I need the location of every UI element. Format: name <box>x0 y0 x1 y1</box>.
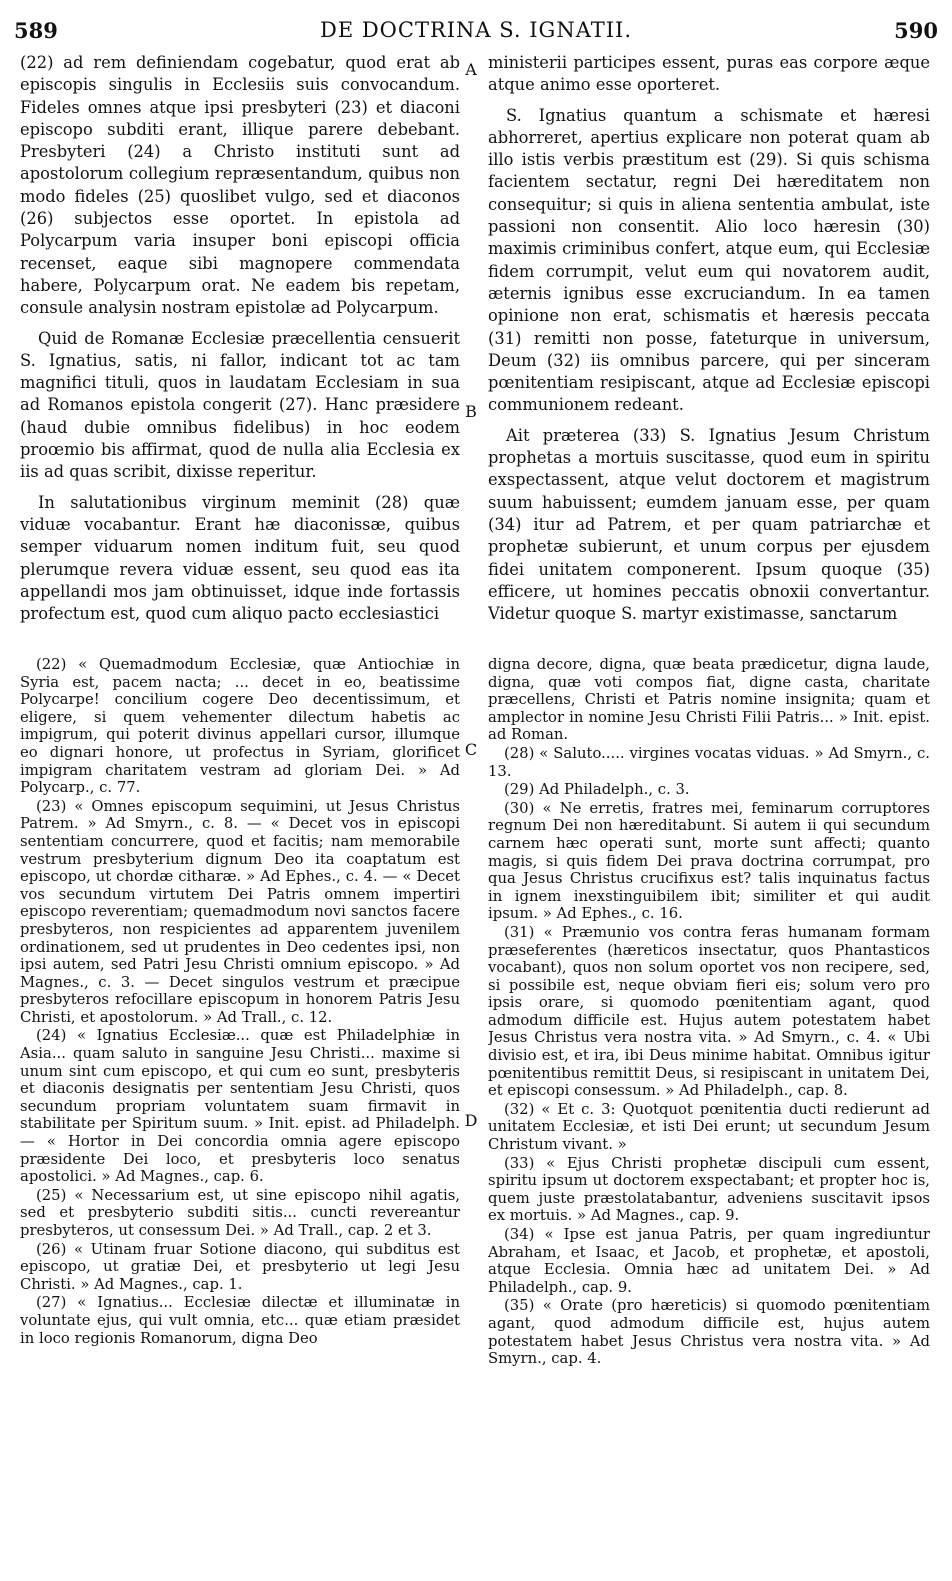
footnote: (31) « Præmunio vos contra feras humanam formam præseferentes (hæreticos insectatur, quos Phantasticos vocabant), quos non solum oportet vos non recipere, sed, si possibile est, neque obviam fieri eis; solum vero pro ipsis orare, si quomodo pœnitentiam agant, quod admodum difficile est. Hujus autem potestatem habet Jesus Christus vera nostra vita. » Ad Smyrn., c. 4. « Ubi divisio est, et ira, ibi Deus minime habitat. Omnibus igitur pœnitentibus remittit Deus, si resipiscant in unitatem Dei, et episcopi consessum. » Ad Philadelph., cap. 8. <box>488 923 930 1100</box>
footnote: (25) « Necessarium est, ut sine episcopo nihil agatis, sed et presbyterio subditi sitis... cuncti revereantur presbyteros, ut consessum Dei. » Ad Trall., cap. 2 et 3. <box>20 1186 460 1239</box>
footnote: (23) « Omnes episcopum sequimini, ut Jesus Christus Patrem. » Ad Smyrn., c. 8. — « Decet vos in episcopi sententiam concurrere, quod et facitis; nam memorabile vestrum presbyterium dignum Deo ita coaptatum est episcopo, ut chordæ citharæ. » Ad Ephes., c. 4. — « Decet vos secundum virtutem Dei Patris omnem impertiri episcopo reverentiam; quemadmodum novi sanctos facere presbyteros, non respicientes ad apparentem juvenilem ordinationem, sed ut prudentes in Deo cedentes ipsi, non ipsi autem, sed Patri Jesu Christi omnium episcopo. » Ad Magnes., c. 3. — Decet singulos vestrum et præcipue presbyteros refocillare episcopum in honorem Patris Jesu Christi, et apostolorum. » Ad Trall., c. 12. <box>20 797 460 1026</box>
footnote: (30) « Ne erretis, fratres mei, feminarum corruptores regnum Dei non hæreditabunt. Si autem ii qui secundum carnem hæc operati sunt, morte sunt affecti; quanto magis, si quis fidem Dei prava doctrina corrumpat, pro qua Jesus Christus crucifixus est? talis inquinatus factus in ignem inexstinguibilem ibit; similiter et qui audit ipsum. » Ad Ephes., c. 16. <box>488 799 930 923</box>
paragraph: (22) ad rem definiendam cogebatur, quod erat ab episcopis singulis in Ecclesiis suis convocandum. Fideles omnes atque ipsi presbyteri (23) et diaconi episcopo subditi erant, illique parere debebant. Presbyteri (24) a Christo instituti sunt ad apostolorum collegium repræsentandum, quibus non modo fideles (25) quoslibet vulgo, sed et diaconos (26) subjectos esse oportet. In epistola ad Polycarpum varia insuper boni episcopi officia recenset, eaque sibi magnopere commendata habere, Polycarpum orat. Ne eadem bis repetam, consule analysin nostram epistolæ ad Polycarpum. <box>20 53 460 318</box>
main-text-left-column <box>20 52 460 648</box>
footnote: (32) « Et c. 3: Quotquot pœnitentia ducti redierunt ad unitatem Ecclesiæ, et isti Dei erunt; ut secundum Jesum Christum vivant. » <box>488 1100 930 1154</box>
footnote: (24) « Ignatius Ecclesiæ... quæ est Philadelphiæ in Asia... quam saluto in sanguine Jesu Christi... maxime si unum sint cum episcopo, et qui cum eo sunt, presbyteris et diaconis designatis per sententiam Jesu Christi, quos secundum propriam voluntatem suam firmavit in stabilitate per Spiritum suum. » Init. epist. ad Philadelph. — « Hortor in Dei concordia omnia agere episcopo præsidente Dei loco, et presbyteris loco senatus apostolici. » Ad Magnes., cap. 6. <box>20 1027 460 1186</box>
paragraph: In salutationibus virginum meminit (28) quæ viduæ vocabantur. Erant hæ diaconissæ, quibus semper viduarum nomen inditum fuit, seu quod plerumque revera viduæ essent, seu quod eas ita appellandi mos jam obtinuisset, idque inde fortassis profectum est, quod cum aliquo pacto ecclesiastici <box>20 492 460 624</box>
paragraph: S. Ignatius quantum a schismate et hæresi abhorreret, apertius explicare non poterat quam ab illo istis verbis præstitum est (29). Si quis schisma facientem sectatur, regni Dei hæreditatem non consequitur; si quis in aliena sententia ambulat, iste passioni non consentit. Alio loco hæresin (30) maximis criminibus confert, atque eum, qui Ecclesiæ fidem corrumpit, velut eum qui novatorem audit, æternis ignibus esse excruciandum. In ea tamen opinione non erat, schismatis et hæresis peccata (31) remitti non posse, fateturque in universum, Deum (32) iis omnibus parcere, qui per sinceram pœnitentiam resipiscant, atque ad Ecclesiæ episcopi communionem redeant. <box>488 105 930 415</box>
footnotes-left-column <box>20 656 460 1556</box>
paragraph: Ait præterea (33) S. Ignatius Jesum Christum prophetas a mortuis suscitasse, quod eum in spiritu exspectassent, atque velut doctorem et magistrum suum habuissent; eumdem januam esse, per quam (34) itur ad Patrem, et per quam patriarchæ et prophetæ subierunt, et unum corpus per ejusdem fidei unitatem componerent. Ipsum quoque (35) efficere, ut homines peccatis obnoxii convertantur. Videtur quoque S. martyr existimasse, sanctarum <box>488 425 930 624</box>
footnote: (22) « Quemadmodum Ecclesiæ, quæ Antiochiæ in Syria est, pacem nacta; ... decet in eo, beatissime Polycarpe! concilium cogere Deo decentissimum, et eligere, si quem vehementer dilectum habetis ac impigrum, qui poterit divinus appellari cursor, illumque eo dignari honore, ut profectus in Syriam, glorificet impigram charitatem vestram ad gloriam Dei. » Ad Polycarp., c. 77. <box>20 656 460 797</box>
margin-letter-b: B <box>465 402 477 421</box>
margin-letter-a: A <box>465 60 477 79</box>
footnote: (34) « Ipse est janua Patris, per quam ingrediuntur Abraham, et Isaac, et Jacob, et prophetæ, et apostoli, atque Ecclesia. Omnia hæc ad unitatem Dei. » Ad Philadelph., cap. 9. <box>488 1226 930 1296</box>
footnote: (26) « Utinam fruar Sotione diacono, qui subditus est episcopo, ut gratiæ Dei, et presbyterio ut legi Jesu Christi. » Ad Magnes., cap. 1. <box>20 1240 460 1293</box>
page-number-left: 589 <box>14 18 58 43</box>
margin-letter-c: C <box>464 740 478 759</box>
footnote: digna decore, digna, quæ beata prædicetur, digna laude, digna, quæ voti compos fiat, digne casta, charitate præcellens, Christi et Patris nomine insignita; quam et amplector in nomine Jesu Christi Filii Patris... » Init. epist. ad Roman. <box>488 656 930 744</box>
footnotes-right-column <box>488 656 930 1556</box>
page-header <box>14 18 938 48</box>
footnote: (35) « Orate (pro hæreticis) si quomodo pœnitentiam agant, quod admodum difficile est, hujus autem potestatem habet Jesus Christus vera nostra vita. » Ad Smyrn., cap. 4. <box>488 1297 930 1368</box>
footnote: (27) « Ignatius... Ecclesiæ dilectæ et illuminatæ in voluntate ejus, qui vult omnia, etc... quæ etiam præsidet in loco regionis Romanorum, digna Deo <box>20 1294 460 1347</box>
paragraph: Quid de Romanæ Ecclesiæ præcellentia censuerit S. Ignatius, satis, ni fallor, indicant tot ac tam magnifici tituli, quos in laudatam Ecclesiam in sua ad Romanos epistola congerit (27). Hanc præsidere (haud dubie omnibus fidelibus) in hoc eodem proœmio bis affirmat, quod de nulla alia Ecclesia ex iis ad quas scribit, dixisse reperitur. <box>20 328 460 482</box>
margin-letter-d: D <box>464 1111 478 1130</box>
main-text-right-column <box>488 52 930 648</box>
page-number-right: 590 <box>894 18 938 43</box>
footnote: (28) « Saluto..... virgines vocatas viduas. » Ad Smyrn., c. 13. <box>488 744 930 780</box>
paragraph: ministerii participes essent, puras eas corpore æque atque animo esse oporteret. <box>488 53 930 95</box>
running-title: DE DOCTRINA S. IGNATII. <box>319 18 633 42</box>
footnote: (33) « Ejus Christi prophetæ discipuli cum essent, spiritu ipsum ut doctorem exspectabant; et propter hoc is, quem juste præstolatabantur, adveniens suscitavit ipsos ex mortuis. » Ad Magnes., cap. 9. <box>488 1154 930 1225</box>
footnote: (29) Ad Philadelph., c. 3. <box>504 781 690 799</box>
